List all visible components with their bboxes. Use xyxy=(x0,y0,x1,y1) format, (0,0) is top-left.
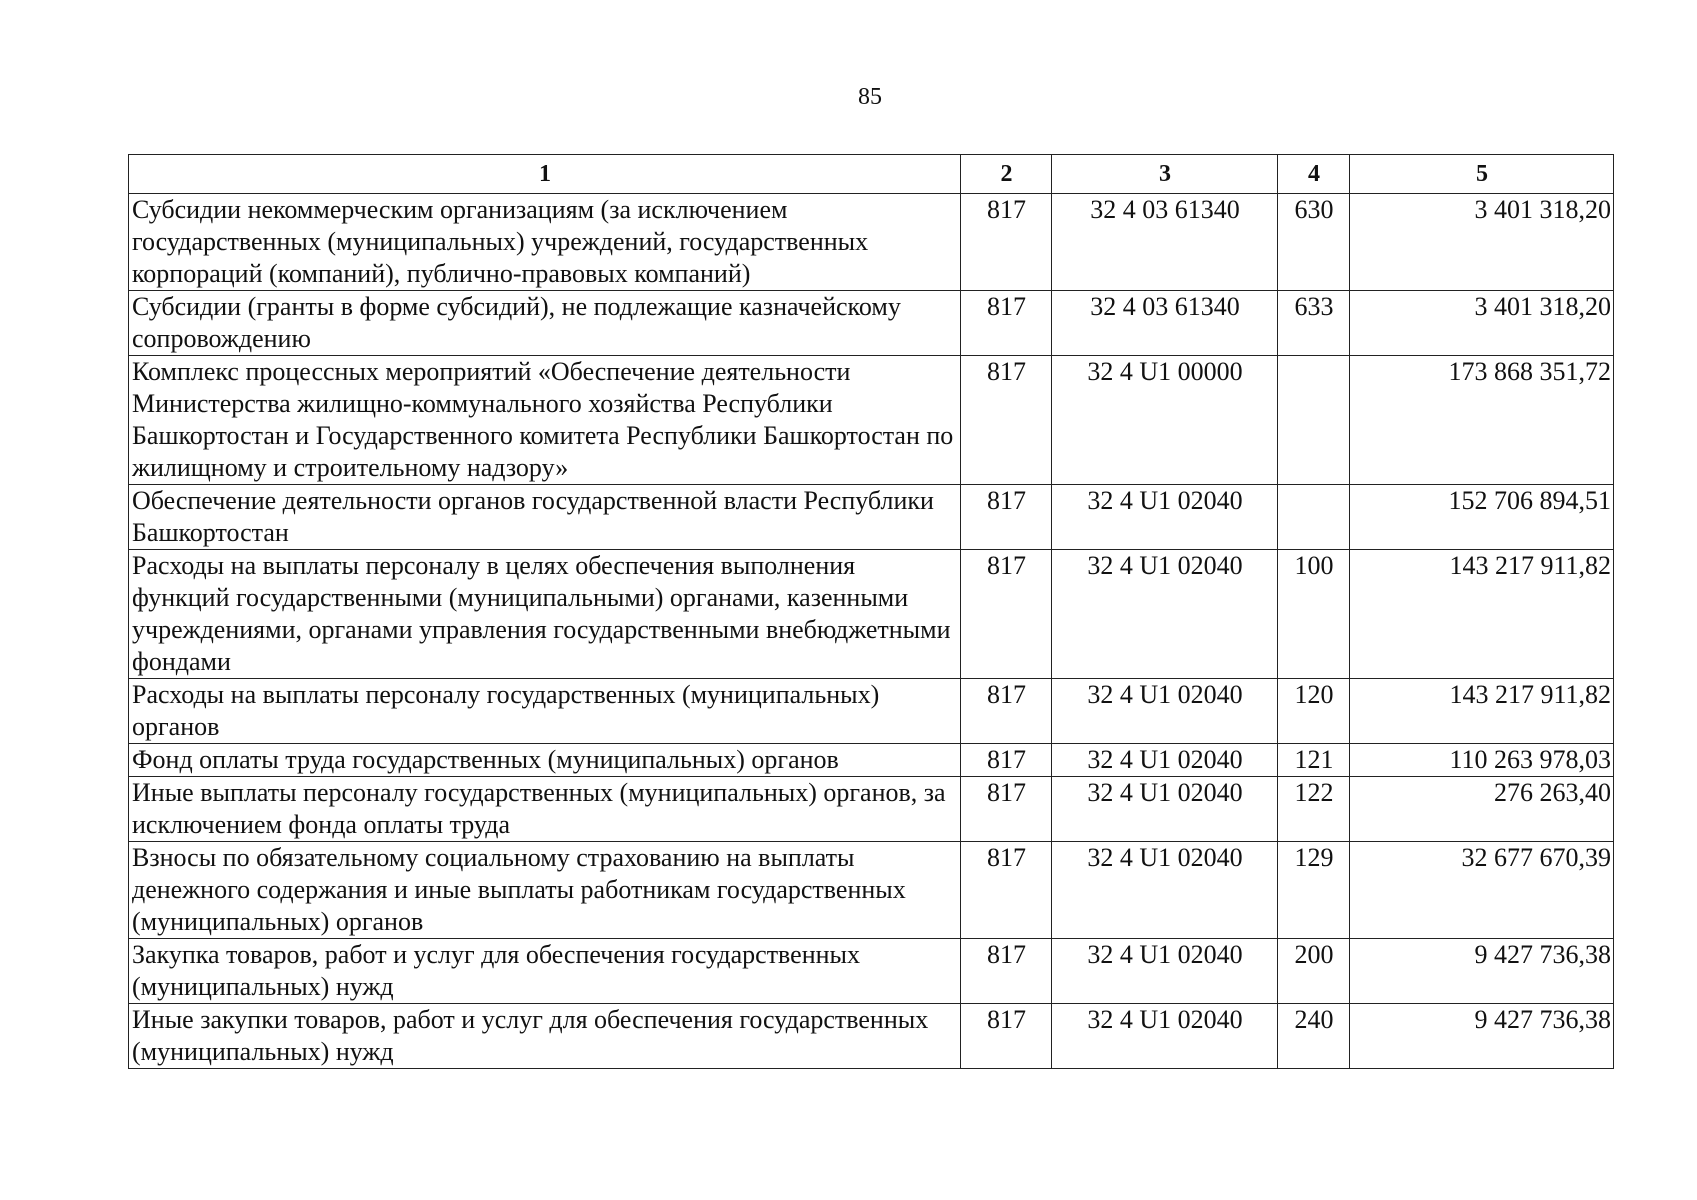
expense-type-cell: 121 xyxy=(1278,744,1350,777)
amount-cell: 152 706 894,51 xyxy=(1350,485,1614,550)
amount-cell: 143 217 911,82 xyxy=(1350,550,1614,679)
expense-type-cell xyxy=(1278,356,1350,485)
row-name-cell: Расходы на выплаты персоналу в целях обеспечения выполнения функций государственными (муниципальными) органами, казенными учреждениями, органами управления государственными внебюджетными фондами xyxy=(129,550,961,679)
target-article-cell: 32 4 U1 02040 xyxy=(1052,550,1278,679)
amount-cell: 9 427 736,38 xyxy=(1350,939,1614,1004)
amount-cell: 3 401 318,20 xyxy=(1350,291,1614,356)
admin-code-cell: 817 xyxy=(961,194,1052,291)
table-row xyxy=(129,194,1614,291)
table-row xyxy=(129,291,1614,356)
table-row xyxy=(129,939,1614,1004)
column-header: 2 xyxy=(961,155,1052,194)
expense-type-cell: 200 xyxy=(1278,939,1350,1004)
admin-code-cell: 817 xyxy=(961,939,1052,1004)
target-article-cell: 32 4 03 61340 xyxy=(1052,194,1278,291)
expense-type-cell: 240 xyxy=(1278,1004,1350,1069)
table-row xyxy=(129,679,1614,744)
admin-code-cell: 817 xyxy=(961,1004,1052,1069)
admin-code-cell: 817 xyxy=(961,356,1052,485)
table-row xyxy=(129,356,1614,485)
amount-cell: 110 263 978,03 xyxy=(1350,744,1614,777)
row-name-cell: Комплекс процессных мероприятий «Обеспечение деятельности Министерства жилищно-коммунального хозяйства Республики Башкортостан и Государственного комитета Республики Башкортостан по жилищному и строительному надзору» xyxy=(129,356,961,485)
target-article-cell: 32 4 U1 02040 xyxy=(1052,485,1278,550)
row-name-cell: Взносы по обязательному социальному страхованию на выплаты денежного содержания и иные выплаты работникам государственных (муниципальных) органов xyxy=(129,842,961,939)
row-name-cell: Иные выплаты персоналу государственных (муниципальных) органов, за исключением фонда оплаты труда xyxy=(129,777,961,842)
column-header: 5 xyxy=(1350,155,1614,194)
admin-code-cell: 817 xyxy=(961,744,1052,777)
table-body xyxy=(129,194,1614,1069)
expense-type-cell: 122 xyxy=(1278,777,1350,842)
row-name-cell: Субсидии (гранты в форме субсидий), не подлежащие казначейскому сопровождению xyxy=(129,291,961,356)
target-article-cell: 32 4 U1 02040 xyxy=(1052,939,1278,1004)
table-row xyxy=(129,1004,1614,1069)
target-article-cell: 32 4 03 61340 xyxy=(1052,291,1278,356)
budget-table xyxy=(128,154,1614,1069)
target-article-cell: 32 4 U1 00000 xyxy=(1052,356,1278,485)
admin-code-cell: 817 xyxy=(961,679,1052,744)
target-article-cell: 32 4 U1 02040 xyxy=(1052,1004,1278,1069)
amount-cell: 173 868 351,72 xyxy=(1350,356,1614,485)
table-row xyxy=(129,842,1614,939)
target-article-cell: 32 4 U1 02040 xyxy=(1052,679,1278,744)
table-row xyxy=(129,777,1614,842)
expense-type-cell: 100 xyxy=(1278,550,1350,679)
table-header-row xyxy=(129,155,1614,194)
page-number: 85 xyxy=(858,84,882,110)
expense-type-cell: 630 xyxy=(1278,194,1350,291)
expense-type-cell: 633 xyxy=(1278,291,1350,356)
amount-cell: 143 217 911,82 xyxy=(1350,679,1614,744)
admin-code-cell: 817 xyxy=(961,485,1052,550)
table-row xyxy=(129,744,1614,777)
column-header: 1 xyxy=(129,155,961,194)
expense-type-cell: 129 xyxy=(1278,842,1350,939)
expense-type-cell xyxy=(1278,485,1350,550)
expense-type-cell: 120 xyxy=(1278,679,1350,744)
admin-code-cell: 817 xyxy=(961,291,1052,356)
column-header: 4 xyxy=(1278,155,1350,194)
column-header: 3 xyxy=(1052,155,1278,194)
row-name-cell: Закупка товаров, работ и услуг для обеспечения государственных (муниципальных) нужд xyxy=(129,939,961,1004)
row-name-cell: Иные закупки товаров, работ и услуг для обеспечения государственных (муниципальных) нужд xyxy=(129,1004,961,1069)
row-name-cell: Субсидии некоммерческим организациям (за исключением государственных (муниципальных) учреждений, государственных корпораций (компаний), публично-правовых компаний) xyxy=(129,194,961,291)
target-article-cell: 32 4 U1 02040 xyxy=(1052,842,1278,939)
admin-code-cell: 817 xyxy=(961,842,1052,939)
amount-cell: 276 263,40 xyxy=(1350,777,1614,842)
row-name-cell: Обеспечение деятельности органов государственной власти Республики Башкортостан xyxy=(129,485,961,550)
row-name-cell: Расходы на выплаты персоналу государственных (муниципальных) органов xyxy=(129,679,961,744)
row-name-cell: Фонд оплаты труда государственных (муниципальных) органов xyxy=(129,744,961,777)
amount-cell: 3 401 318,20 xyxy=(1350,194,1614,291)
target-article-cell: 32 4 U1 02040 xyxy=(1052,777,1278,842)
target-article-cell: 32 4 U1 02040 xyxy=(1052,744,1278,777)
amount-cell: 32 677 670,39 xyxy=(1350,842,1614,939)
table-row xyxy=(129,550,1614,679)
admin-code-cell: 817 xyxy=(961,777,1052,842)
admin-code-cell: 817 xyxy=(961,550,1052,679)
amount-cell: 9 427 736,38 xyxy=(1350,1004,1614,1069)
table-row xyxy=(129,485,1614,550)
